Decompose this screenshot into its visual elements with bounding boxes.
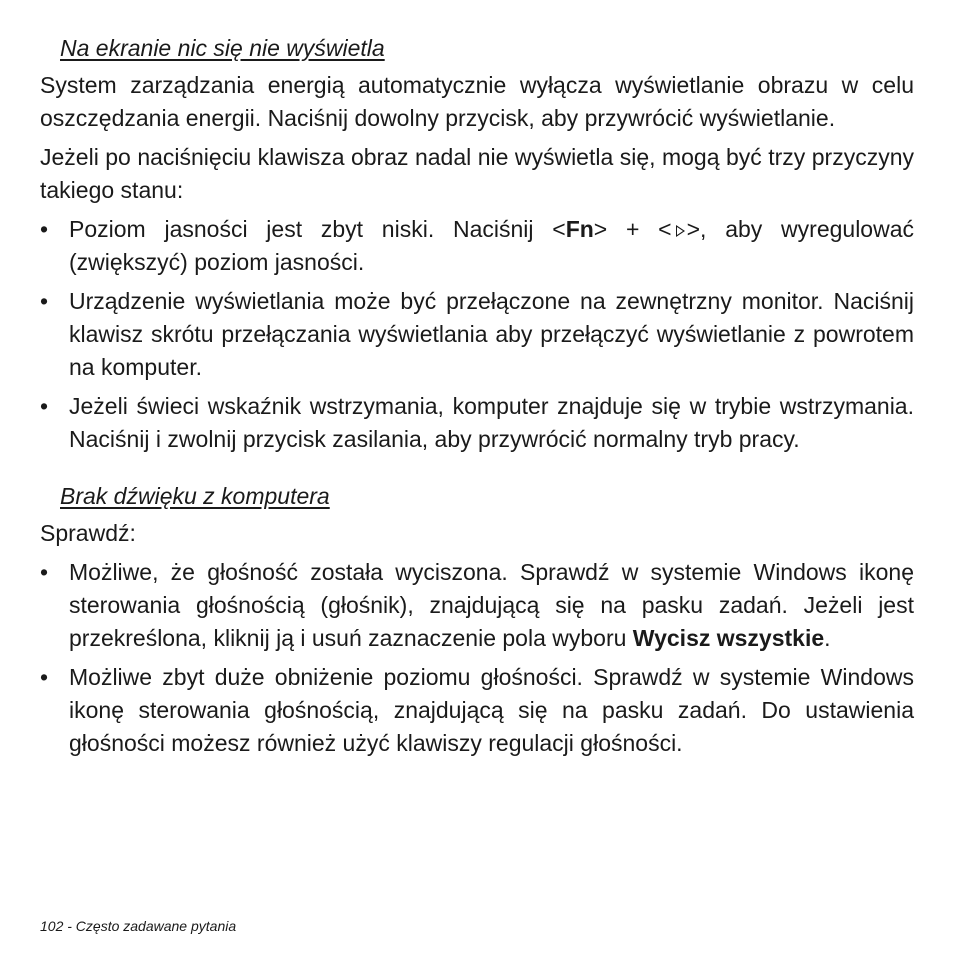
mute-all-label: Wycisz wszystkie (632, 625, 825, 651)
page-footer: 102 - Często zadawane pytania (40, 918, 237, 934)
bullet-marker: • (40, 216, 49, 242)
section-title-no-sound: Brak dźwięku z komputera (60, 483, 330, 509)
paragraph-check: Sprawdź: (40, 520, 136, 546)
list-item-text: Możliwe, że głośność została wyciszona. Sprawdź w systemie Windows ikonę sterowania głośnością (głośnik), znajdującą się na pasku zadań. Jeżeli jest przekreślona, kliknij ją i usuń zaznaczenie pola wyboru (69, 559, 914, 651)
sound-check-list (40, 556, 914, 760)
list-item (40, 390, 914, 456)
list-item (40, 661, 914, 760)
section-title-no-display: Na ekranie nic się nie wyświetla (60, 35, 385, 61)
list-item-text: . (824, 625, 831, 651)
causes-list (40, 213, 914, 456)
list-item-text: Urządzenie wyświetlania może być przełączone na zewnętrzny monitor. Naciśnij klawisz skrótu przełączania wyświetlania aby przełączyć wyświetlanie z powrotem na komputer. (69, 288, 914, 380)
list-item-text: >, aby wyregulować (zwiększyć) poziom jasności. (69, 216, 914, 275)
list-item-text: Jeżeli świeci wskaźnik wstrzymania, komputer znajduje się w trybie wstrzymania. Naciśnij i zwolnij przycisk zasilania, aby przywrócić normalny tryb pracy. (69, 393, 914, 452)
brightness-up-triangle-icon (676, 225, 685, 237)
fn-key-label: Fn (565, 216, 594, 242)
list-item (40, 556, 914, 655)
bullet-marker: • (40, 559, 49, 585)
list-item-text: > + < (593, 216, 672, 242)
section-spacer (40, 462, 914, 480)
list-item (40, 285, 914, 384)
list-item (40, 213, 914, 279)
bullet-marker: • (40, 664, 49, 690)
bullet-marker: • (40, 393, 49, 419)
bullet-marker: • (40, 288, 49, 314)
list-item-text: Możliwe zbyt duże obniżenie poziomu głośności. Sprawdź w systemie Windows ikonę sterowania głośnością, znajdującą się na pasku zadań. Do ustawienia głośności możesz również użyć klawiszy regulacji głośności. (69, 664, 914, 756)
paragraph-power-management: System zarządzania energią automatycznie wyłącza wyświetlanie obrazu w celu oszczędzania energii. Naciśnij dowolny przycisk, aby przywrócić wyświetlanie. (40, 72, 914, 131)
paragraph-three-causes: Jeżeli po naciśnięciu klawisza obraz nadal nie wyświetla się, mogą być trzy przyczyny takiego stanu: (40, 144, 914, 203)
page-content (40, 32, 914, 766)
list-item-text: Poziom jasności jest zbyt niski. Naciśnij < (69, 216, 566, 242)
